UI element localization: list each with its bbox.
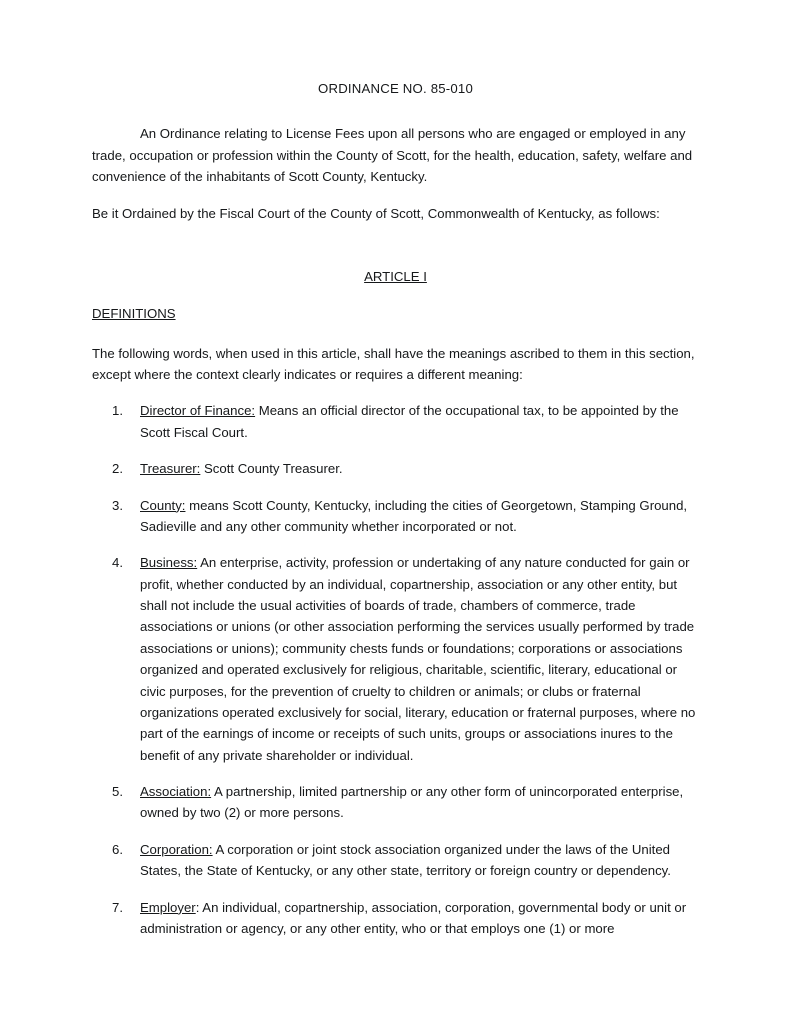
intro-paragraphs — [92, 123, 699, 224]
list-item — [92, 897, 699, 940]
definition-term: Director of Finance: — [140, 403, 256, 419]
document-title: ORDINANCE NO. 85-010 — [318, 81, 473, 96]
definition-term: Treasurer: — [140, 461, 201, 477]
definition-text: : An individual, copartnership, association, corporation, governmental body or unit or administration or agency, or any other entity, who or that employs one (1) or more — [140, 899, 687, 936]
list-item — [92, 400, 699, 443]
definition-text: Scott County Treasurer. — [200, 461, 343, 477]
list-item — [92, 781, 699, 824]
section-intro: The following words, when used in this article, shall have the meanings ascribed to them in this section, except where the context clearly indicates or requires a different meaning: — [92, 345, 695, 382]
section-heading-text: DEFINITIONS — [92, 306, 176, 322]
definition-text: A corporation or joint stock association organized under the laws of the United States, the State of Kentucky, or any other state, territory or foreign country or dependency. — [140, 841, 671, 879]
paragraph-1: An Ordinance relating to License Fees upon all persons who are engaged or employed in any trade, occupation or profession within the County of Scott, for the health, education, safety, welfare and convenience of the inhabitants of Scott County, Kentucky. — [92, 126, 693, 185]
definition-term: Employer — [140, 899, 196, 915]
list-item — [92, 552, 699, 766]
definition-term: Business: — [140, 555, 198, 571]
definition-text: An enterprise, activity, profession or undertaking of any nature conducted for gain or profit, whether conducted by an individual, copartnership, association or any other entity, but shall not include the usual activities of boards of trade, chambers of commerce, trade associations or unions (or other association performing the services usually performed by trade associations or unions); community chests funds or foundations; corporations or associations organized and operated exclusively for religious, charitable, scientific, literary, educational or civic purposes, for the prevention of cruelty to children or animals; or clubs or fraternal organizations operated exclusively for social, literary, education or fraternal purposes, where no part of the earnings of income or receipts of such units, groups or associations inures to the benefit of any private shareholder or individual. — [140, 555, 696, 763]
definition-text: Means an official director of the occupational tax, to be appointed by the Scott Fiscal Court. — [140, 403, 679, 440]
definition-term: Association: — [140, 784, 212, 799]
list-item — [92, 839, 699, 882]
list-item — [92, 495, 699, 538]
document-body — [92, 78, 699, 939]
definitions-list — [92, 400, 699, 939]
list-item — [92, 458, 699, 479]
definition-term: County: — [140, 497, 186, 513]
paragraph-2: Be it Ordained by the Fiscal Court of the County of Scott, Commonwealth of Kentucky, as follows: — [92, 205, 660, 221]
definition-term: Corporation: — [140, 841, 213, 857]
section-heading — [92, 303, 699, 324]
definition-text: A partnership, limited partnership or any other form of unincorporated enterprise, owned by two (2) or more persons. — [140, 784, 684, 821]
article-heading — [92, 266, 699, 287]
definition-text: means Scott County, Kentucky, including the cities of Georgetown, Stamping Ground, Sadieville and any other community whether incorporated or not. — [140, 497, 688, 534]
article-heading-text: ARTICLE I — [364, 268, 427, 284]
